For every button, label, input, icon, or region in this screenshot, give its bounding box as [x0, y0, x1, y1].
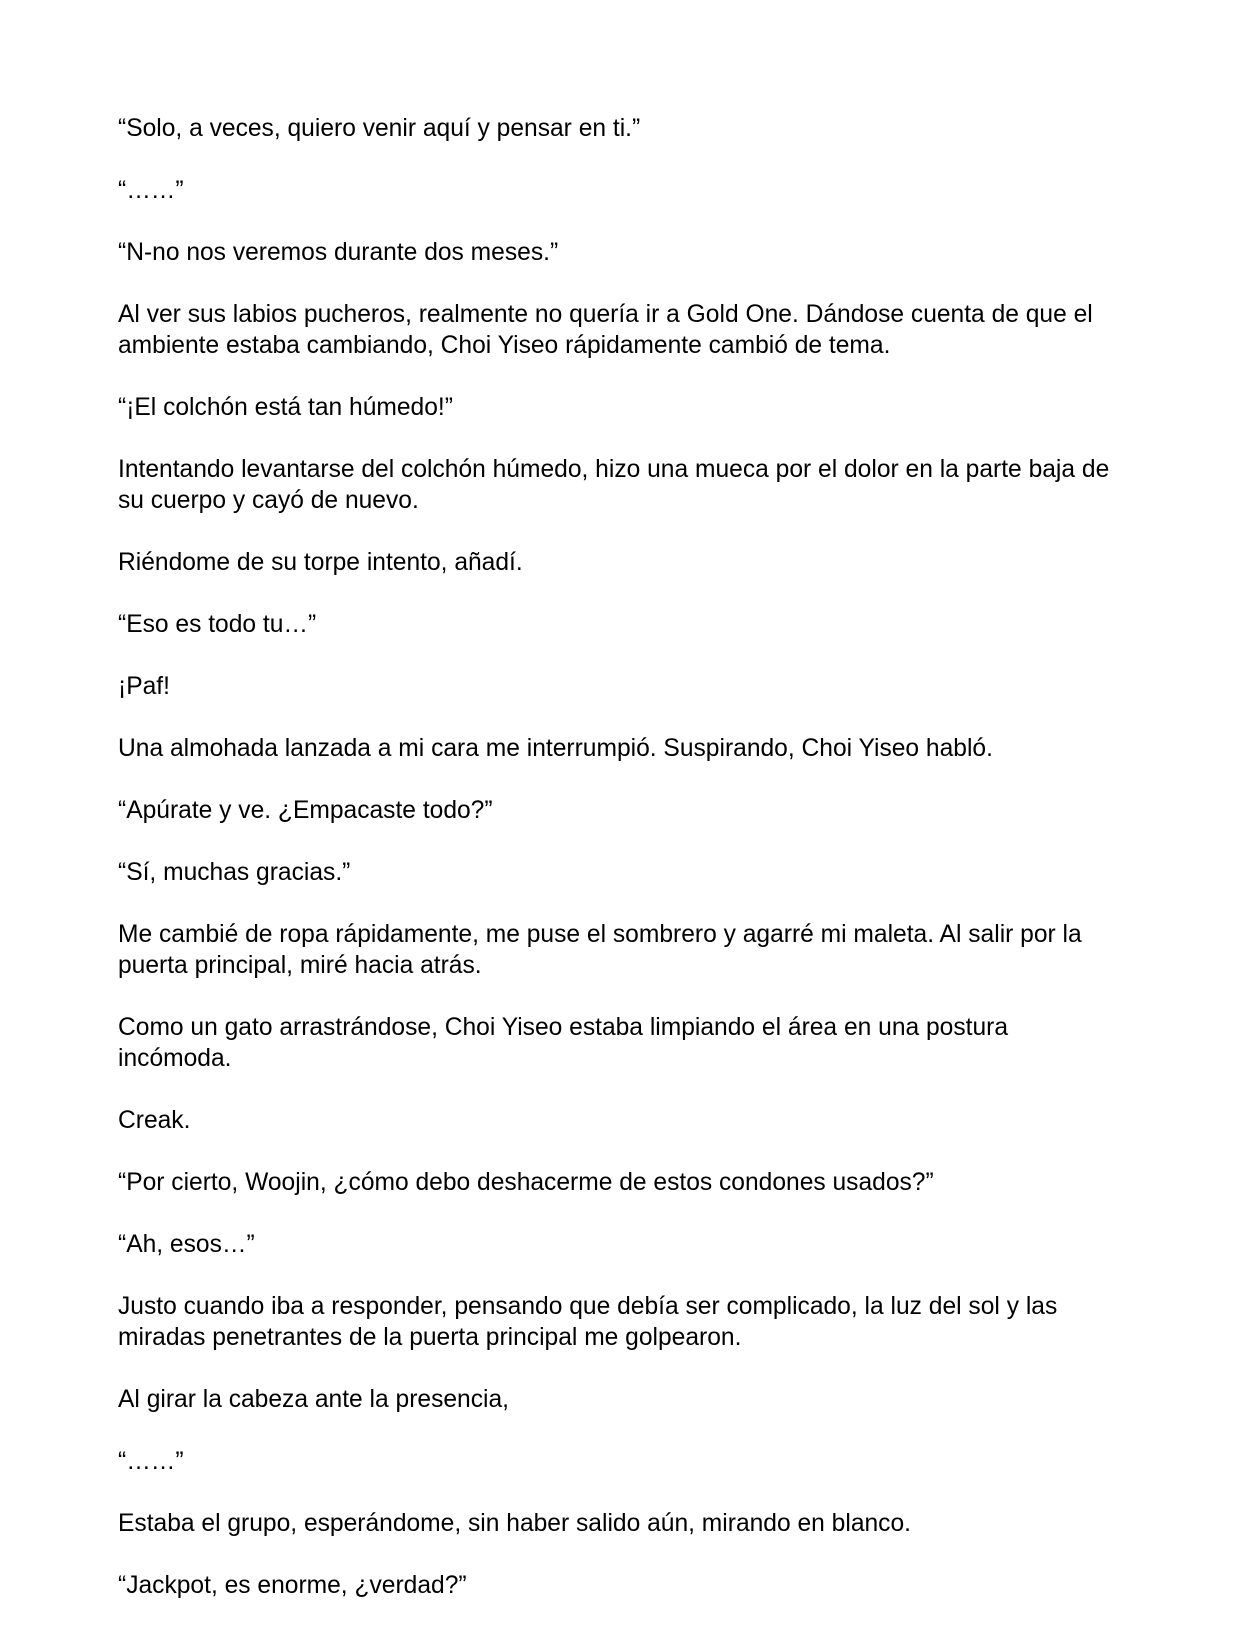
- paragraph: Una almohada lanzada a mi cara me interrumpió. Suspirando, Choi Yiseo habló.: [118, 735, 993, 762]
- paragraph: Creak.: [118, 1107, 191, 1134]
- paragraph: Intentando levantarse del colchón húmedo, hizo una mueca por el dolor en la parte baja de su cuerpo y cayó de nuevo.: [118, 456, 1110, 514]
- paragraph: “Apúrate y ve. ¿Empacaste todo?”: [118, 797, 493, 824]
- paragraph: “Sí, muchas gracias.”: [118, 859, 351, 886]
- paragraph: “Eso es todo tu…”: [118, 611, 317, 638]
- paragraph: Al girar la cabeza ante la presencia,: [118, 1386, 509, 1413]
- paragraph: Riéndome de su torpe intento, añadí.: [118, 549, 523, 576]
- paragraph: Me cambié de ropa rápidamente, me puse el sombrero y agarré mi maleta. Al salir por la puerta principal, miré hacia atrás.: [118, 921, 1082, 979]
- paragraph: “Solo, a veces, quiero venir aquí y pensar en ti.”: [118, 115, 641, 142]
- paragraph: “¡El colchón está tan húmedo!”: [118, 394, 453, 421]
- paragraph: “N-no nos veremos durante dos meses.”: [118, 239, 559, 266]
- paragraph: Al ver sus labios pucheros, realmente no quería ir a Gold One. Dándose cuenta de que el ambiente estaba cambiando, Choi Yiseo rápidamente cambió de tema.: [118, 301, 1093, 359]
- paragraph: “Por cierto, Woojin, ¿cómo debo deshacerme de estos condones usados?”: [118, 1169, 934, 1196]
- paragraph: “……”: [118, 177, 184, 204]
- paragraph: ¡Paf!: [118, 673, 170, 700]
- paragraph: “Ah, esos…”: [118, 1231, 255, 1258]
- paragraph: “……”: [118, 1448, 184, 1475]
- document-body: [118, 113, 1123, 1632]
- paragraph: Como un gato arrastrándose, Choi Yiseo estaba limpiando el área en una postura incómoda.: [118, 1014, 1009, 1072]
- paragraph: Estaba el grupo, esperándome, sin haber salido aún, mirando en blanco.: [118, 1510, 911, 1537]
- paragraph: “Jackpot, es enorme, ¿verdad?”: [118, 1572, 467, 1599]
- paragraph: Justo cuando iba a responder, pensando que debía ser complicado, la luz del sol y las miradas penetrantes de la puerta principal me golpearon.: [118, 1293, 1058, 1351]
